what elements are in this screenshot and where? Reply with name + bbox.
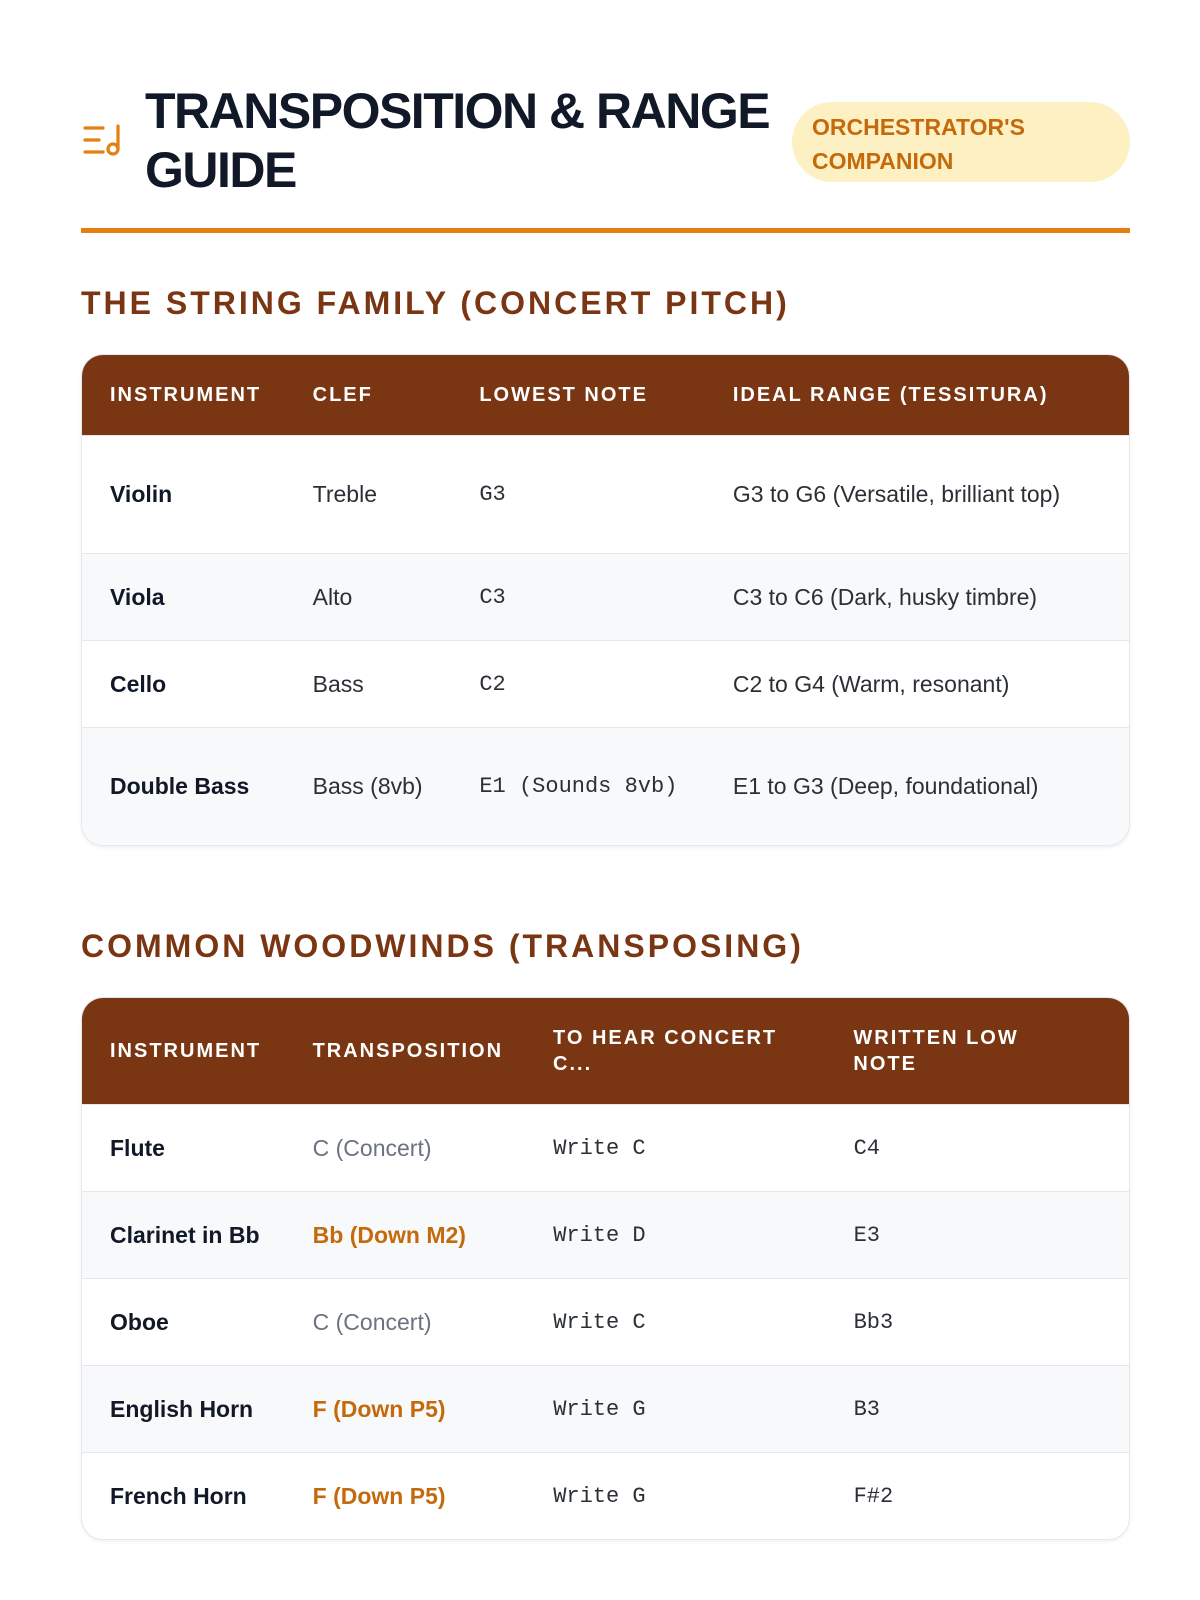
header-divider [81, 228, 1130, 233]
low-note-cell: C4 [853, 1135, 880, 1161]
low-note-cell: Bb3 [853, 1309, 894, 1335]
page-header [81, 82, 1130, 230]
instrument-cell: Clarinet in Bb [110, 1221, 260, 1248]
range-cell: E1 to G3 (Deep, foundational) [732, 773, 1039, 799]
transposition-cell: F (Down P5) [312, 1395, 446, 1422]
lowest-note-cell: C3 [479, 584, 506, 610]
write-cell: Write G [553, 1396, 646, 1422]
range-cell: C3 to C6 (Dark, husky timbre) [732, 583, 1038, 610]
table-row [82, 553, 1129, 640]
lowest-note-cell: E1 (Sounds 8vb) [479, 774, 678, 799]
instrument-cell: Violin [110, 481, 173, 507]
clef-cell: Bass (8vb) [312, 773, 423, 799]
music-list-icon [83, 124, 123, 158]
column-header-instrument: INSTRUMENT [110, 384, 262, 406]
column-header-ideal-range: IDEAL RANGE (TESSITURA) [732, 384, 1049, 406]
low-note-cell: E3 [853, 1222, 880, 1248]
woodwinds-table [81, 997, 1130, 1540]
table-row [82, 435, 1129, 553]
page-title: TRANSPOSITION & RANGE GUIDE [145, 83, 770, 198]
low-note-cell: F#2 [853, 1483, 894, 1509]
woodwinds-table-header [82, 998, 1129, 1104]
woodwinds-section-title: COMMON WOODWINDS (TRANSPOSING) [81, 928, 804, 964]
strings-table [81, 354, 1130, 846]
clef-cell: Bass [312, 670, 364, 697]
column-header-transposition: TRANSPOSITION [312, 1040, 504, 1062]
instrument-cell: Oboe [110, 1308, 169, 1335]
range-cell: C2 to G4 (Warm, resonant) [732, 670, 1010, 697]
strings-table-header [82, 355, 1129, 435]
table-row [82, 1104, 1129, 1191]
table-row [82, 1452, 1129, 1539]
write-cell: Write C [553, 1135, 646, 1161]
instrument-cell: English Horn [110, 1395, 254, 1422]
low-note-cell: B3 [853, 1396, 880, 1422]
column-header-written-low-note: WRITTEN LOW NOTE [853, 1027, 1019, 1075]
instrument-cell: Cello [110, 670, 167, 697]
instrument-cell: Flute [110, 1134, 165, 1161]
table-row [82, 1191, 1129, 1278]
instrument-cell: French Horn [110, 1482, 247, 1509]
instrument-cell: Double Bass [110, 773, 250, 799]
column-header-clef: CLEF [312, 384, 373, 406]
transposition-cell: C (Concert) [312, 1308, 432, 1335]
write-cell: Write G [553, 1483, 646, 1509]
strings-section-title: THE STRING FAMILY (CONCERT PITCH) [81, 285, 790, 321]
write-cell: Write C [553, 1309, 646, 1335]
lowest-note-cell: C2 [479, 671, 506, 697]
range-cell: G3 to G6 (Versatile, brilliant top) [732, 481, 1061, 507]
companion-badge: ORCHESTRATOR'S COMPANION [792, 102, 1130, 182]
column-header-lowest-note: LOWEST NOTE [479, 384, 648, 406]
table-row [82, 727, 1129, 845]
column-header-to-hear-concert-c: TO HEAR CONCERT C... [553, 1027, 778, 1075]
table-row [82, 640, 1129, 727]
write-cell: Write D [553, 1222, 646, 1248]
transposition-cell: F (Down P5) [312, 1482, 446, 1509]
transposition-cell: C (Concert) [312, 1134, 432, 1161]
table-row [82, 1278, 1129, 1365]
table-row [82, 1365, 1129, 1452]
clef-cell: Alto [312, 583, 353, 610]
instrument-cell: Viola [110, 583, 165, 610]
transposition-cell: Bb (Down M2) [312, 1221, 466, 1248]
lowest-note-cell: G3 [479, 482, 506, 507]
clef-cell: Treble [312, 481, 377, 507]
column-header-instrument: INSTRUMENT [110, 1040, 262, 1062]
